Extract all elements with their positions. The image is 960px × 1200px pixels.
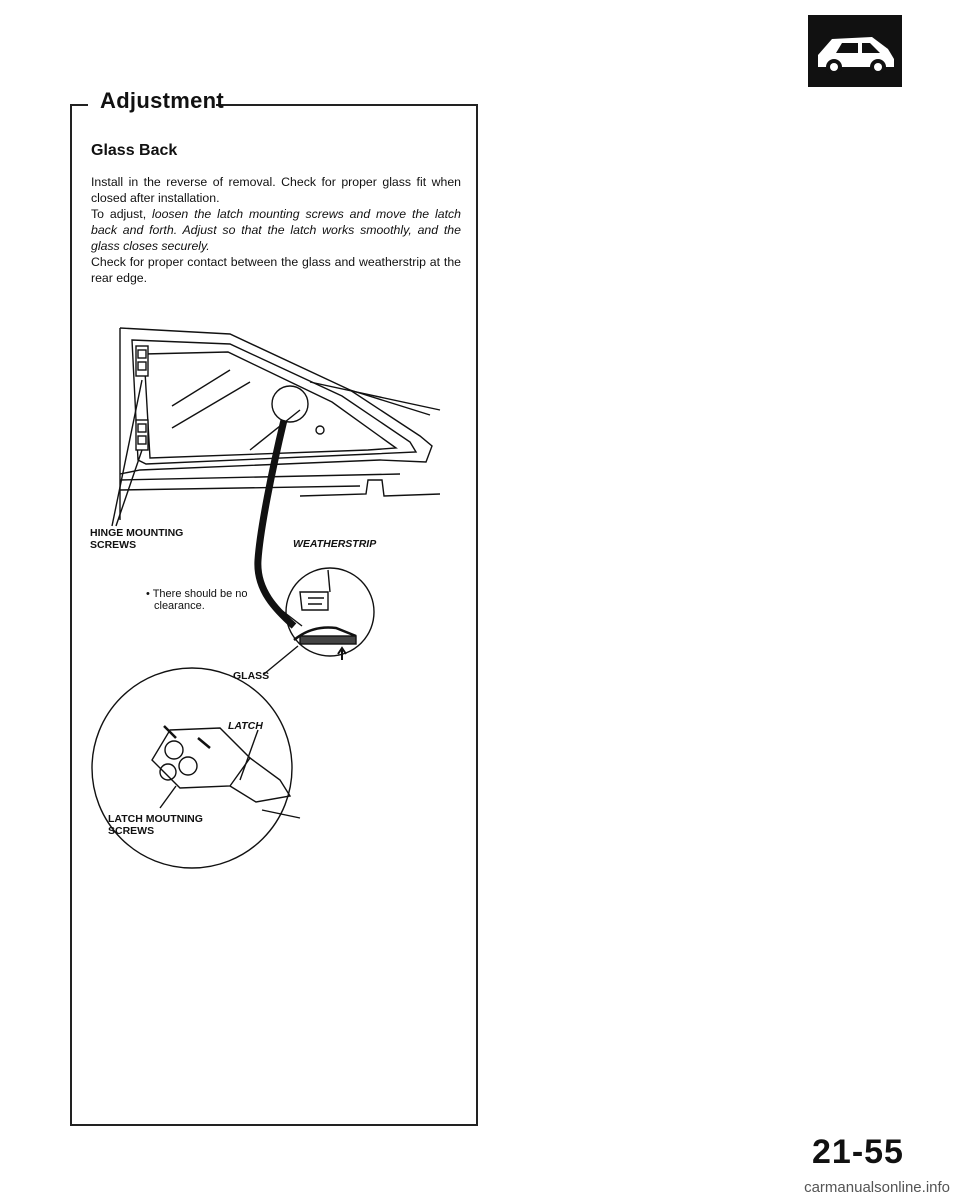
subsection-title: Glass Back	[91, 142, 178, 159]
label-latch-screws-line2: SCREWS	[108, 825, 155, 837]
hinge-brackets	[112, 328, 148, 526]
rear-quarter-glass-diagram	[80, 310, 472, 890]
label-hinge-line2: SCREWS	[90, 539, 137, 551]
paragraph-adjust-lead: To adjust,	[91, 207, 153, 221]
car-body-icon	[808, 15, 902, 87]
paragraph-install: Install in the reverse of removal. Check for proper glass fit when closed after installation.	[91, 175, 461, 205]
label-no-clearance-note	[146, 588, 248, 612]
label-latch: LATCH	[228, 720, 263, 732]
watermark-text: carmanualsonline.info	[804, 1179, 950, 1196]
weatherstrip-leader	[258, 386, 308, 626]
paragraph-adjust	[91, 206, 461, 254]
label-latch-screws-line1: LATCH MOUTNING	[108, 813, 203, 825]
paragraph-adjust-emphasis: loosen the latch mounting screws and move the latch back and forth. Adjust so that the latch works smoothly, and the glass closes securely.	[91, 207, 461, 253]
page-number: 21-55	[812, 1133, 904, 1171]
label-hinge-line1: HINGE MOUNTING	[90, 527, 184, 539]
label-note-line2: clearance.	[154, 600, 205, 612]
label-glass: GLASS	[233, 670, 270, 682]
quarter-window-outline	[120, 328, 440, 496]
label-latch-mounting-screws	[108, 813, 203, 837]
frame-top-right-rule	[216, 104, 476, 106]
latch-detail	[92, 668, 300, 868]
label-hinge-mounting-screws	[90, 527, 183, 551]
instruction-text	[91, 174, 461, 286]
section-title: Adjustment	[100, 88, 224, 113]
frame-top-left-rule	[70, 104, 88, 106]
weatherstrip-detail	[264, 568, 374, 674]
label-note-line1: • There should be no	[146, 588, 248, 600]
paragraph-check: Check for proper contact between the glass and weatherstrip at the rear edge.	[91, 255, 461, 285]
label-weatherstrip: WEATHERSTRIP	[293, 538, 377, 550]
